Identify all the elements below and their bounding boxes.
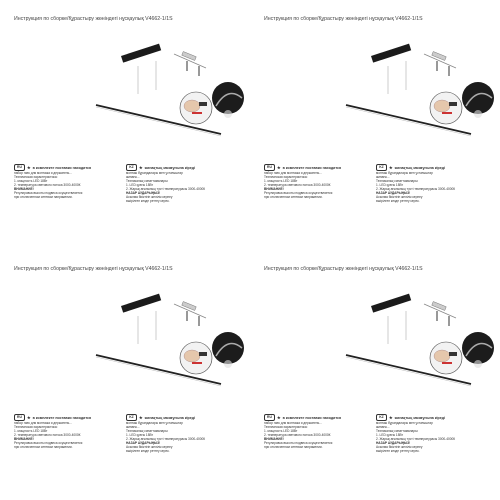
kz-line: Техникалық сипаттамалары: [126, 179, 169, 183]
kz-line: НАЗАР АУДАРЫҢЫЗ! [126, 441, 161, 445]
ru-line: Регулировка высоты подвеса осуществляется [14, 441, 83, 445]
kz-line: 1. LED қуаты 18Вт [376, 433, 403, 437]
kz-line: өшірілген кезде реттеу керек. [376, 449, 420, 453]
instruction-panel-1 [6, 6, 246, 246]
ceiling-canopy [371, 294, 411, 313]
kz-head: жинақтың мазмұнына кіреді [394, 165, 446, 170]
star-icon: ★ [27, 164, 31, 170]
ru-line: Техническая характеристика: [14, 425, 58, 429]
ru-head: в комплекте поставки находится [32, 165, 92, 170]
kz-line: монтаж бұрандалары мен ұстағыштар [376, 421, 433, 425]
kz-head: жинақтың мазмұнына кіреді [144, 415, 196, 420]
kz-line: монтаж бұрандалары мен ұстағыштар [126, 171, 183, 175]
ru-line: 2. температура светового потока 3000-4000К [264, 183, 331, 187]
kz-block [376, 164, 488, 203]
ru-line: Техническая характеристика: [14, 175, 58, 179]
ru-line: 2. температура светового потока 3000-4000К [264, 433, 331, 437]
ru-line: набор гаек для монтажа и держатель... [14, 421, 72, 425]
kz-line: 1. LED қуаты 18Вт [376, 183, 403, 187]
kz-line: Асылма биіктігін желілік кернеу [126, 445, 173, 449]
ru-line: 1. мощность LED 18Вт [14, 429, 48, 433]
kz-block [376, 414, 488, 453]
kz-line: 2. Жарық ағынының түсті температурасы 3000-4000К [376, 187, 456, 191]
kz-line: жинағы... [126, 425, 140, 429]
kz-badge: KZ [376, 414, 387, 421]
ru-block [264, 414, 372, 449]
ru-badge: RU [14, 164, 25, 171]
circle-detail-fixture [462, 332, 494, 368]
instruction-panel-2 [256, 6, 496, 246]
bracket-detail [424, 52, 456, 76]
lamp-diagram [256, 6, 496, 246]
kz-line: 2. Жарық ағынының түсті температурасы 3000-4000К [126, 187, 206, 191]
circle-detail-fixture [212, 332, 244, 368]
ru-line: набор гаек для монтажа и держатель... [264, 421, 322, 425]
panel-title: Инструкция по сборке/Құрастыру жөніндегі нұсқаулық V4662-1/1S [264, 266, 423, 272]
kz-line: НАЗАР АУДАРЫҢЫЗ! [376, 191, 411, 195]
kz-line: Асылма биіктігін желілік кернеу [126, 195, 173, 199]
ru-line: набор гаек для монтажа и держатель... [264, 171, 322, 175]
ru-line: 1. мощность LED 18Вт [14, 179, 48, 183]
ru-line: ВНИМАНИЕ! [264, 187, 284, 191]
ru-line: Техническая характеристика: [264, 175, 308, 179]
kz-line: Асылма биіктігін желілік кернеу [376, 445, 423, 449]
circle-detail-hand [430, 92, 462, 124]
kz-line: 1. LED қуаты 18Вт [126, 433, 153, 437]
ceiling-canopy [121, 44, 161, 63]
ru-badge: RU [14, 414, 25, 421]
kz-block [126, 164, 238, 203]
kz-line: Техникалық сипаттамалары: [376, 429, 419, 433]
instruction-panel-4 [256, 256, 496, 496]
ru-head: в комплекте поставки находится [282, 415, 342, 420]
star-icon: ★ [389, 164, 393, 170]
ru-line: Техническая характеристика: [264, 425, 308, 429]
ru-head: в комплекте поставки находится [282, 165, 342, 170]
kz-line: Техникалық сипаттамалары: [376, 179, 419, 183]
kz-line: 2. Жарық ағынының түсті температурасы 3000-4000К [376, 437, 456, 441]
kz-line: жинағы... [376, 425, 390, 429]
ru-line: при отключенном сетевом напряжении. [14, 445, 73, 449]
star-icon: ★ [389, 414, 393, 420]
kz-line: НАЗАР АУДАРЫҢЫЗ! [126, 191, 161, 195]
ceiling-canopy [371, 44, 411, 63]
ru-line: 2. температура светового потока 3000-4000К [14, 433, 81, 437]
ru-badge: RU [264, 164, 275, 171]
ru-line: Регулировка высоты подвеса осуществляется [264, 441, 333, 445]
bracket-detail [174, 52, 206, 76]
panel-title: Инструкция по сборке/Құрастыру жөніндегі нұсқаулық V4662-1/1S [264, 16, 423, 22]
ru-head: в комплекте поставки находится [32, 415, 92, 420]
ru-line: 2. температура светового потока 3000-4000К [14, 183, 81, 187]
star-icon: ★ [277, 164, 281, 170]
ru-line: набор гаек для монтажа и держатель... [14, 171, 72, 175]
ru-line: ВНИМАНИЕ! [14, 187, 34, 191]
ru-block [14, 414, 122, 449]
ru-line: при отключенном сетевом напряжении. [264, 445, 323, 449]
kz-line: жинағы... [376, 175, 390, 179]
panel-title: Инструкция по сборке/Құрастыру жөніндегі нұсқаулық V4662-1/1S [14, 16, 173, 22]
kz-badge: KZ [126, 164, 137, 171]
ru-line: ВНИМАНИЕ! [264, 437, 284, 441]
star-icon: ★ [277, 414, 281, 420]
lamp-diagram [256, 256, 496, 496]
lamp-diagram [6, 256, 246, 496]
ru-line: при отключенном сетевом напряжении. [14, 195, 73, 199]
ru-block [14, 164, 122, 199]
kz-line: Асылма биіктігін желілік кернеу [376, 195, 423, 199]
star-icon: ★ [139, 414, 143, 420]
circle-detail-hand [180, 342, 212, 374]
kz-badge: KZ [376, 164, 387, 171]
kz-line: монтаж бұрандалары мен ұстағыштар [376, 171, 433, 175]
ceiling-canopy [121, 294, 161, 313]
ru-line: Регулировка высоты подвеса осуществляется [264, 191, 333, 195]
kz-block [126, 414, 238, 453]
ru-line: 1. мощность LED 18Вт [264, 179, 298, 183]
kz-line: 1. LED қуаты 18Вт [126, 183, 153, 187]
circle-detail-hand [180, 92, 212, 124]
ru-line: при отключенном сетевом напряжении. [264, 195, 323, 199]
ru-line: ВНИМАНИЕ! [14, 437, 34, 441]
ru-line: Регулировка высоты подвеса осуществляется [14, 191, 83, 195]
kz-line: өшірілген кезде реттеу керек. [126, 449, 170, 453]
lamp-diagram [6, 6, 246, 246]
kz-head: жинақтың мазмұнына кіреді [144, 165, 196, 170]
circle-detail-fixture [212, 82, 244, 118]
bracket-detail [424, 302, 456, 326]
ru-line: 1. мощность LED 18Вт [264, 429, 298, 433]
kz-line: 2. Жарық ағынының түсті температурасы 3000-4000К [126, 437, 206, 441]
ru-badge: RU [264, 414, 275, 421]
kz-line: Техникалық сипаттамалары: [126, 429, 169, 433]
circle-detail-fixture [462, 82, 494, 118]
kz-line: жинағы... [126, 175, 140, 179]
kz-head: жинақтың мазмұнына кіреді [394, 415, 446, 420]
panel-title: Инструкция по сборке/Құрастыру жөніндегі нұсқаулық V4662-1/1S [14, 266, 173, 272]
star-icon: ★ [27, 414, 31, 420]
kz-line: өшірілген кезде реттеу керек. [376, 199, 420, 203]
bracket-detail [174, 302, 206, 326]
instruction-panel-3 [6, 256, 246, 496]
kz-line: өшірілген кезде реттеу керек. [126, 199, 170, 203]
kz-badge: KZ [126, 414, 137, 421]
circle-detail-hand [430, 342, 462, 374]
ru-block [264, 164, 372, 199]
kz-line: монтаж бұрандалары мен ұстағыштар [126, 421, 183, 425]
star-icon: ★ [139, 164, 143, 170]
kz-line: НАЗАР АУДАРЫҢЫЗ! [376, 441, 411, 445]
